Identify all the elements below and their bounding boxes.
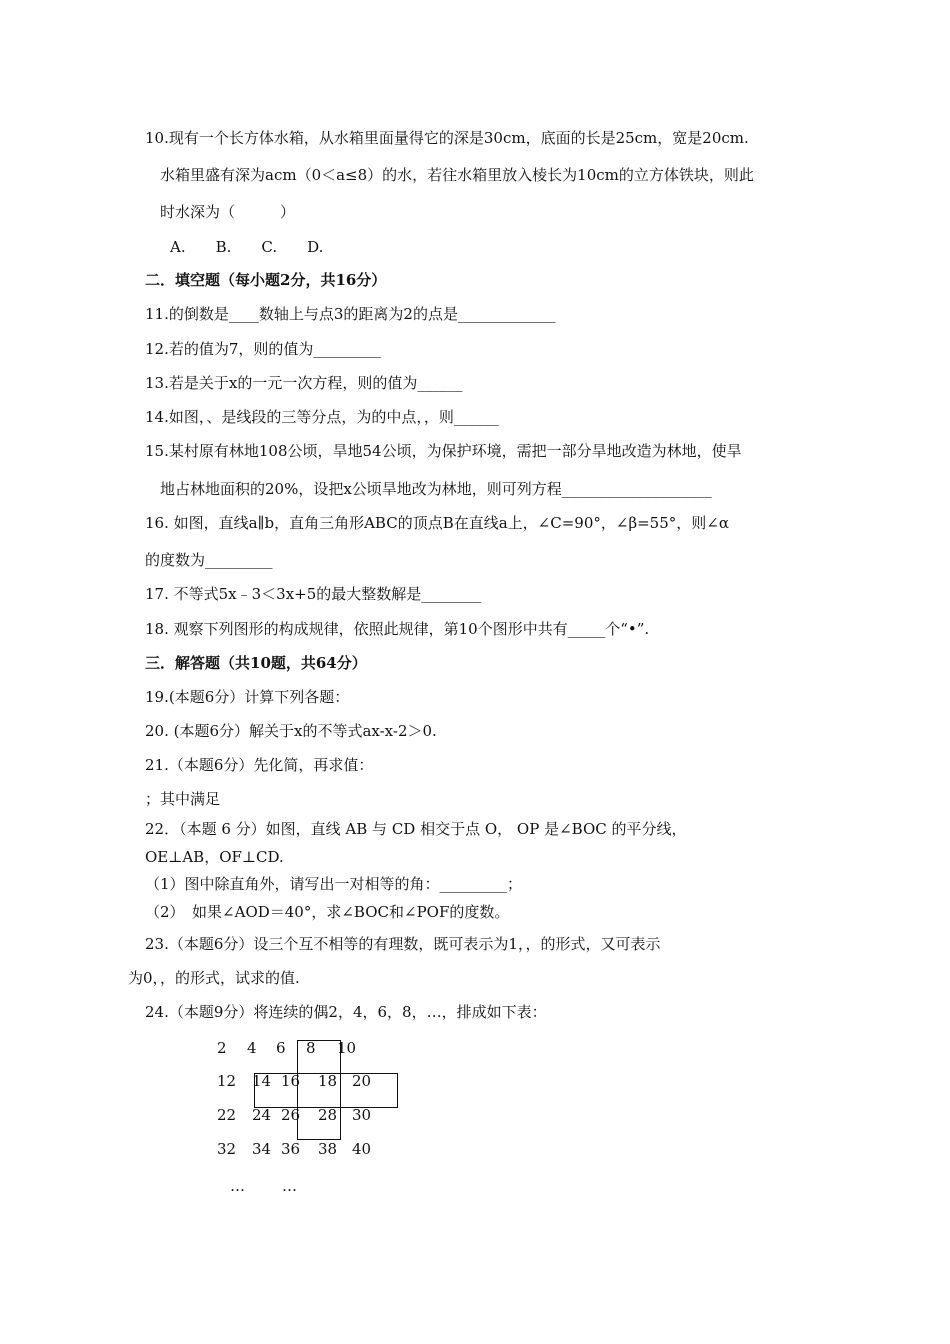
q21-line-1: 21.（本题6分）先化简，再求值：: [145, 756, 374, 774]
section-3-heading: 三．解答题（共10题，共64分）: [145, 654, 367, 672]
table-cell: 30: [352, 1106, 372, 1124]
q17-text: 17. 不等式5x﹣3＜3x+5的最大整数解是________: [145, 585, 482, 603]
q12-text: 12.若的值为7，则的值为_________: [145, 340, 381, 358]
table-cell: 24: [252, 1106, 272, 1124]
table-cell: 38: [318, 1140, 338, 1158]
q10-line-1: 10.现有一个长方体水箱，从水箱里面量得它的深是30cm，底面的长是25cm，宽是20cm.: [145, 129, 749, 147]
q13-text: 13.若是关于x的一元一次方程，则的值为______: [145, 374, 463, 392]
q22-line-3: （1）图中除直角外，请写出一对相等的角：_________；: [145, 875, 523, 893]
table-cell: 28: [318, 1106, 338, 1124]
table-cell: 32: [217, 1140, 237, 1158]
table-cell: 34: [252, 1140, 272, 1158]
q11-text: 11.的倒数是____数轴上与点3的距离为2的点是_____________: [145, 305, 556, 323]
table-cell: 6: [276, 1039, 286, 1057]
q10-line-3: 时水深为（ ）: [160, 203, 296, 221]
table-cell: 4: [247, 1039, 257, 1057]
q22-line-1: 22．（本题 6 分）如图，直线 AB 与 CD 相交于点 O， OP 是∠BOC 的平分线，: [145, 820, 687, 838]
q15-line-2: 地占林地面积的20%，设把x公顷旱地改为林地，则可列方程____________________: [160, 480, 712, 498]
table-cell: 2: [217, 1039, 227, 1057]
table-cell: 10: [337, 1039, 357, 1057]
q10-options: A. B. C. D.: [170, 238, 324, 256]
q14-text: 14.如图，、是线段的三等分点，为的中点，，则______: [145, 408, 499, 426]
table-cell: 20: [352, 1072, 372, 1090]
table-cell: 12: [217, 1072, 237, 1090]
q20-text: 20. (本题6分）解关于x的不等式ax-x-2＞0.: [145, 722, 437, 740]
section-2-heading: 二．填空题（每小题2分，共16分）: [145, 271, 387, 289]
q16-line-2: 的度数为_________: [145, 551, 273, 569]
q19-text: 19.(本题6分）计算下列各题：: [145, 688, 350, 706]
q21-line-2: ；其中满足: [145, 790, 221, 808]
table-cell: 26: [281, 1106, 301, 1124]
q23-line-2: 为0，，的形式，试求的值.: [128, 969, 300, 987]
ellipsis-mark: …: [282, 1177, 297, 1195]
q22-line-4: （2） 如果∠AOD＝40°，求∠BOC和∠POF的度数。: [145, 903, 510, 921]
q23-line-1: 23.（本题6分）设三个互不相等的有理数，既可表示为1，，的形式，又可表示: [145, 935, 661, 953]
ellipsis-mark: …: [230, 1177, 245, 1195]
table-cell: 22: [217, 1106, 237, 1124]
q18-text: 18. 观察下列图形的构成规律，依照此规律，第10个图形中共有_____个“•”.: [145, 620, 650, 638]
q22-line-2: OE⊥AB，OF⊥CD.: [145, 848, 284, 866]
q15-line-1: 15.某村原有林地108公顷，旱地54公顷，为保护环境，需把一部分旱地改造为林地，使旱: [145, 442, 742, 460]
table-cell: 36: [281, 1140, 301, 1158]
table-cell: 16: [281, 1072, 301, 1090]
q24-line-1: 24.（本题9分）将连续的偶2，4，6，8，…，排成如下表：: [145, 1003, 547, 1021]
table-cell: 8: [306, 1039, 316, 1057]
q16-line-1: 16. 如图，直线a∥b，直角三角形ABC的顶点B在直线a上，∠C=90°，∠β=55°，则∠α: [145, 514, 729, 532]
table-cell: 14: [252, 1072, 272, 1090]
table-cell: 18: [318, 1072, 338, 1090]
table-cell: 40: [352, 1140, 372, 1158]
q10-line-2: 水箱里盛有深为acm（0＜a≤8）的水，若往水箱里放入棱长为10cm的立方体铁块，则此: [160, 166, 754, 184]
